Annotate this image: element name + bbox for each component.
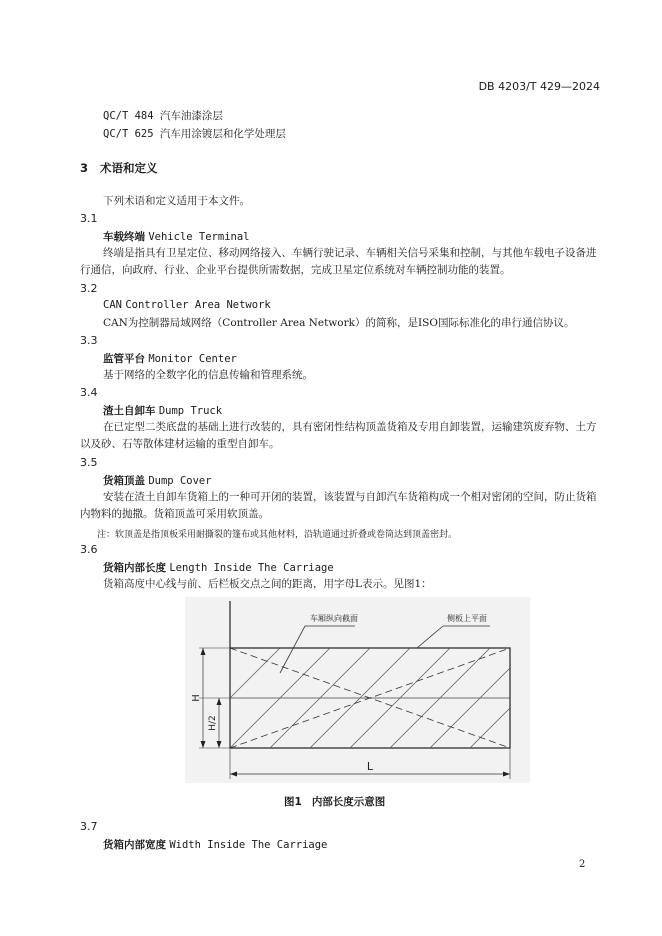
reference-line: QC/T 484 汽车油漆涂层 [103,110,223,122]
term-title [103,351,237,366]
term-en: Dump Cover [148,475,212,487]
term-en: Vehicle Terminal [148,231,250,243]
section-title: 术语和定义 [100,161,158,175]
term-number: 3.3 [80,334,98,347]
term-number: 3.1 [80,212,98,225]
term-en: Monitor Center [148,353,237,365]
dim-l-label: L [366,760,374,773]
term-definition: 在已定型二类底盘的基础上进行改装的，具有密闭性结构顶盖货箱及专用自卸装置，运输建筑废弃物、土方以及砂、石等散体建材运输的重型自卸车。 [80,421,597,450]
dim-h-label: H [191,694,202,702]
term-definition: 基于网络的全数字化的信息传输和管理系统。 [103,369,313,381]
label-longitudinal-section: 车厢纵向截面 [310,614,358,623]
figure-caption-text: 内部长度示意图 [311,796,386,808]
section-intro: 下列术语和定义适用于本文件。 [103,195,250,207]
term-en: Length Inside The Carriage [169,562,334,574]
term-en: Width Inside The Carriage [169,839,328,851]
term-zh: 监管平台 [103,353,145,365]
term-zh: 货箱顶盖 [103,475,145,487]
reference-line: QC/T 625 汽车用涂镀层和化学处理层 [103,128,286,140]
term-definition: 安装在渣土自卸车货箱上的一种可开闭的装置，该装置与自卸汽车货箱构成一个相对密闭的空间，防止货箱内物料的抛撒。货箱顶盖可采用软顶盖。 [80,491,597,520]
term-title [103,837,327,852]
figure-background [185,597,530,783]
term-number: 3.7 [80,820,98,833]
label-side-plate-top: 侧板上平面 [447,614,487,623]
figure-caption [284,794,385,809]
figure-carriage-length [185,597,530,783]
term-zh: 货箱内部长度 [103,562,166,574]
term-definition: 终端是指具有卫星定位、移动网络接入、车辆行驶记录、车辆相关信号采集和控制，与其他车载电子设备进行通信，向政府、行业、企业平台提供所需数据，完成卫星定位系统对车辆控制功能的装置。 [80,247,597,276]
term-en: Dump Truck [158,405,223,417]
term-en: Controller Area Network [125,299,271,311]
term-note: 注：软顶盖是指顶板采用耐撕裂的篷布或其他材料，沿轨道通过折叠或卷筒达到顶盖密封。 [97,530,458,540]
section-number: 3 [80,161,89,175]
term-number: 3.4 [80,386,98,399]
term-number: 3.5 [80,456,98,469]
term-zh: CAN [103,299,122,311]
term-number: 3.2 [80,282,98,295]
term-zh: 货箱内部宽度 [103,839,166,851]
term-definition: 货箱高度中心线与前、后栏板交点之间的距离，用字母L表示。见图1： [103,578,432,590]
figure-caption-number: 图1 [284,796,302,808]
term-definition: CAN为控制器局域网络（Controller Area Network）的简称，是ISO国际标准化的串行通信协议。 [103,317,575,329]
term-title [103,229,250,244]
page-number: 2 [579,859,586,870]
term-title [103,299,271,311]
term-zh: 车载终端 [103,231,145,243]
term-number: 3.6 [80,543,98,556]
term-title [103,473,212,488]
term-zh: 渣土自卸车 [103,405,156,417]
doc-code: DB 4203/T 429—2024 [478,80,600,93]
section-heading [80,160,158,176]
term-title [103,560,334,575]
dim-h2-label: H/2 [208,715,218,731]
term-title [103,403,222,418]
